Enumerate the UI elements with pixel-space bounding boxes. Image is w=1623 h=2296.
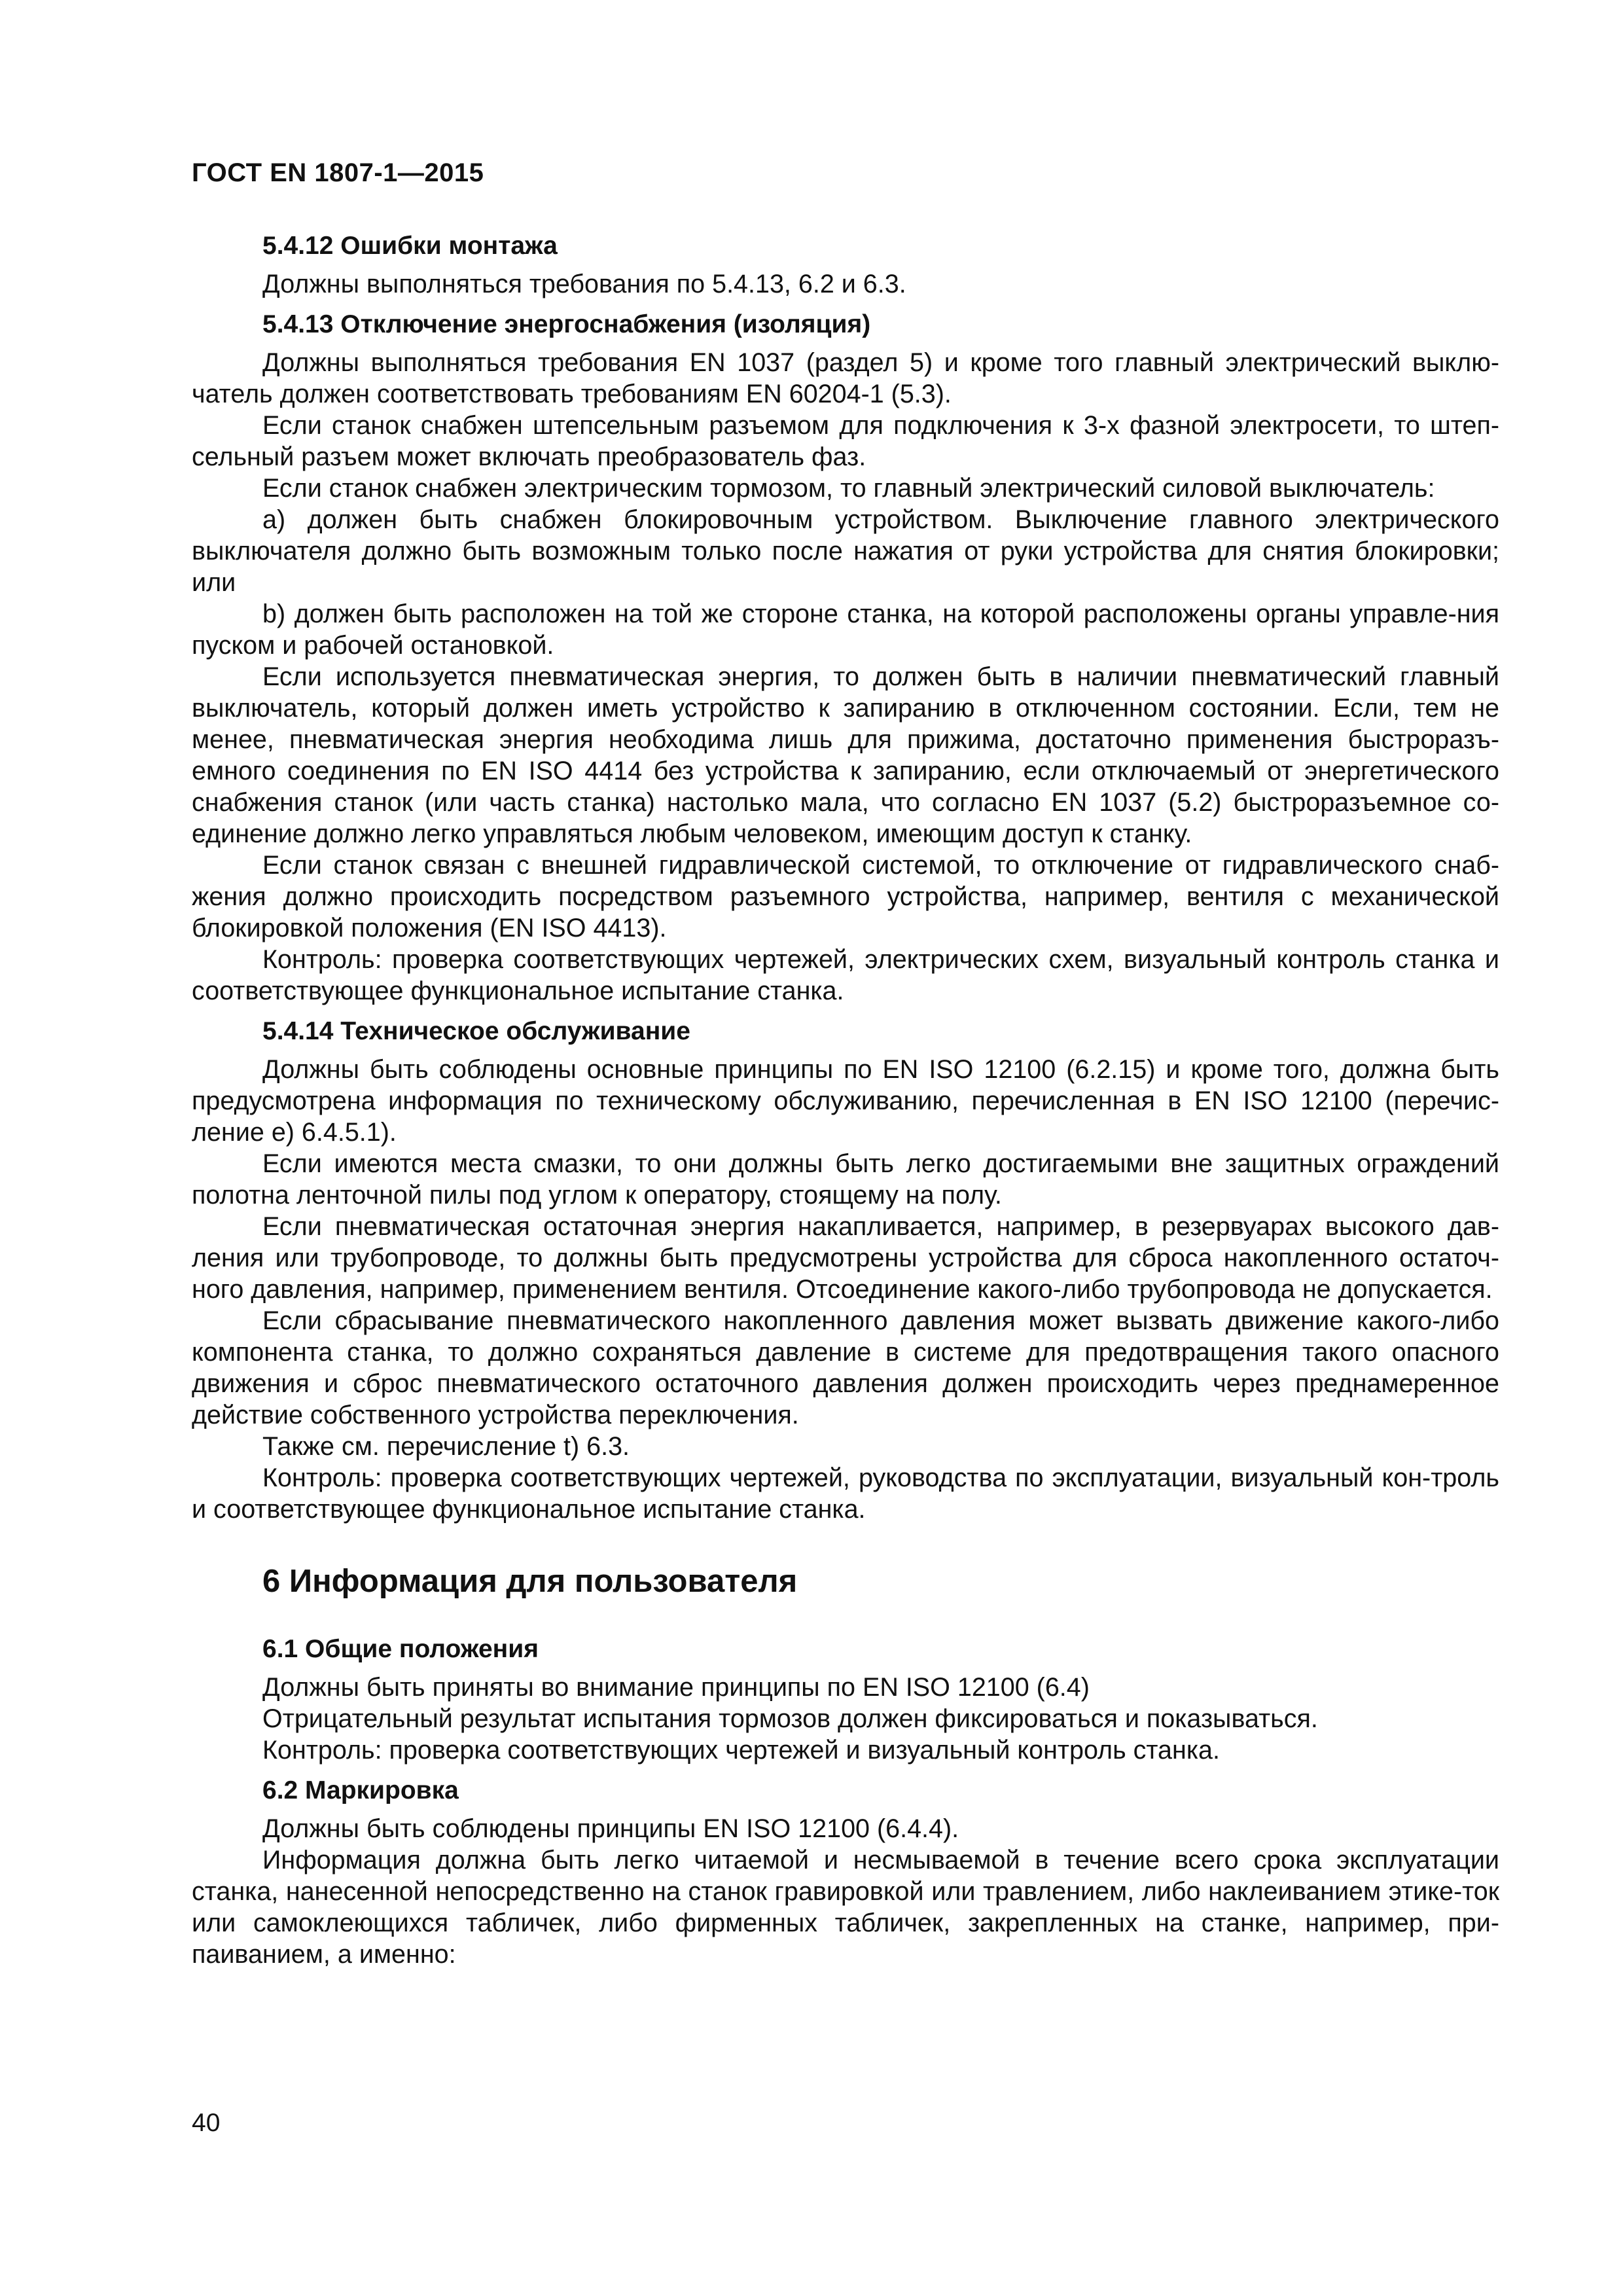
page-content	[192, 221, 1499, 1970]
heading-5-4-12: 5.4.12 Ошибки монтажа	[262, 232, 558, 260]
control-paragraph: Контроль: проверка соответствующих чертежей и визуальный контроль станка.	[262, 1736, 1220, 1765]
page-number: 40	[192, 2109, 221, 2137]
paragraph: Если имеются места смазки, то они должны быть легко достигаемыми вне защитных ограждений полотна ленточной пилы под углом к оператору, стоящему на полу.	[192, 1149, 1499, 1210]
paragraph: Если сбрасывание пневматического накопленного давления может вызвать движение какого-либо компонента станка, то должно сохраняться давление в системе для предотвращения такого опасного движения и сброс пневматического остаточного давления должен происходить через преднамеренное действие собственного устройства переключения.	[192, 1306, 1499, 1429]
paragraph: Отрицательный результат испытания тормозов должен фиксироваться и показываться.	[262, 1704, 1318, 1733]
heading-6-1: 6.1 Общие положения	[262, 1635, 539, 1663]
paragraph: Информация должна быть легко читаемой и несмываемой в течение всего срока эксплуатации станка, нанесенной непосредственно на станок гравировкой или травлением, либо наклеиванием этике-ток или самоклеющихся табличек, либо фирменных табличек, закрепленных на станке, например, при-паиванием, а именно:	[192, 1846, 1499, 1969]
paragraph: Если станок снабжен электрическим тормозом, то главный электрический силовой выключатель:	[262, 474, 1435, 503]
control-paragraph: Контроль: проверка соответствующих чертежей, руководства по эксплуатации, визуальный кон-троль и соответствующее функциональное испытание станка.	[192, 1463, 1499, 1524]
paragraph: Должны быть соблюдены принципы EN ISO 12100 (6.4.4).	[262, 1814, 959, 1843]
paragraph: Должны быть соблюдены основные принципы по EN ISO 12100 (6.2.15) и кроме того, должна быть предусмотрена информация по техническому обслуживанию, перечисленная в EN ISO 12100 (перечис-ление е) 6.4.5.1).	[192, 1055, 1499, 1147]
document-id-header: ГОСТ EN 1807-1—2015	[192, 158, 484, 187]
paragraph: Также см. перечисление t) 6.3.	[262, 1432, 630, 1461]
control-paragraph: Контроль: проверка соответствующих чертежей, электрических схем, визуальный контроль станка и соответствующее функциональное испытание станка.	[192, 945, 1499, 1005]
heading-5-4-14: 5.4.14 Техническое обслуживание	[262, 1017, 690, 1045]
list-item-b: b) должен быть расположен на той же стороне станка, на которой расположены органы управле-ния пуском и рабочей остановкой.	[192, 600, 1499, 660]
list-item-a: а) должен быть снабжен блокировочным устройством. Выключение главного электрического выключателя должно быть возможным только после нажатия от руки устройства для снятия блокировки; или	[192, 505, 1499, 597]
heading-section-6: 6 Информация для пользователя	[262, 1564, 798, 1599]
paragraph: Если станок связан с внешней гидравлической системой, то отключение от гидравлического снаб-жения должно происходить посредством разъемного устройства, например, вентиля с механической блокировкой положения (EN ISO 4413).	[192, 851, 1499, 942]
paragraph: Должны быть приняты во внимание принципы по EN ISO 12100 (6.4)	[262, 1673, 1090, 1702]
paragraph: Если станок снабжен штепсельным разъемом для подключения к 3-х фазной электросети, то штеп-сельный разъем может включать преобразователь фаз.	[192, 411, 1499, 471]
paragraph: Должны выполняться требования по 5.4.13, 6.2 и 6.3.	[262, 270, 906, 298]
heading-6-2: 6.2 Маркировка	[262, 1776, 459, 1804]
paragraph: Если используется пневматическая энергия, то должен быть в наличии пневматический главный выключатель, который должен иметь устройство к запиранию в отключенном состоянии. Если, тем не менее, пневматическая энергия необходима лишь для прижима, достаточно применения быстроразъ-емного соединения по EN ISO 4414 без устройства к запиранию, если отключаемый от энергетического снабжения станок (или часть станка) настолько мала, что согласно EN 1037 (5.2) быстроразъемное со-единение должно легко управляться любым человеком, имеющим доступ к станку.	[192, 662, 1499, 848]
heading-5-4-13: 5.4.13 Отключение энергоснабжения (изоляция)	[262, 310, 871, 338]
paragraph: Если пневматическая остаточная энергия накапливается, например, в резервуарах высокого дав-ления или трубопроводе, то должны быть предусмотрены устройства для сброса накопленного остаточ-ного давления, например, применением вентиля. Отсоединение какого-либо трубопровода не допускается.	[192, 1212, 1499, 1304]
paragraph: Должны выполняться требования EN 1037 (раздел 5) и кроме того главный электрический выклю-чатель должен соответствовать требованиям EN 60204-1 (5.3).	[192, 348, 1499, 408]
